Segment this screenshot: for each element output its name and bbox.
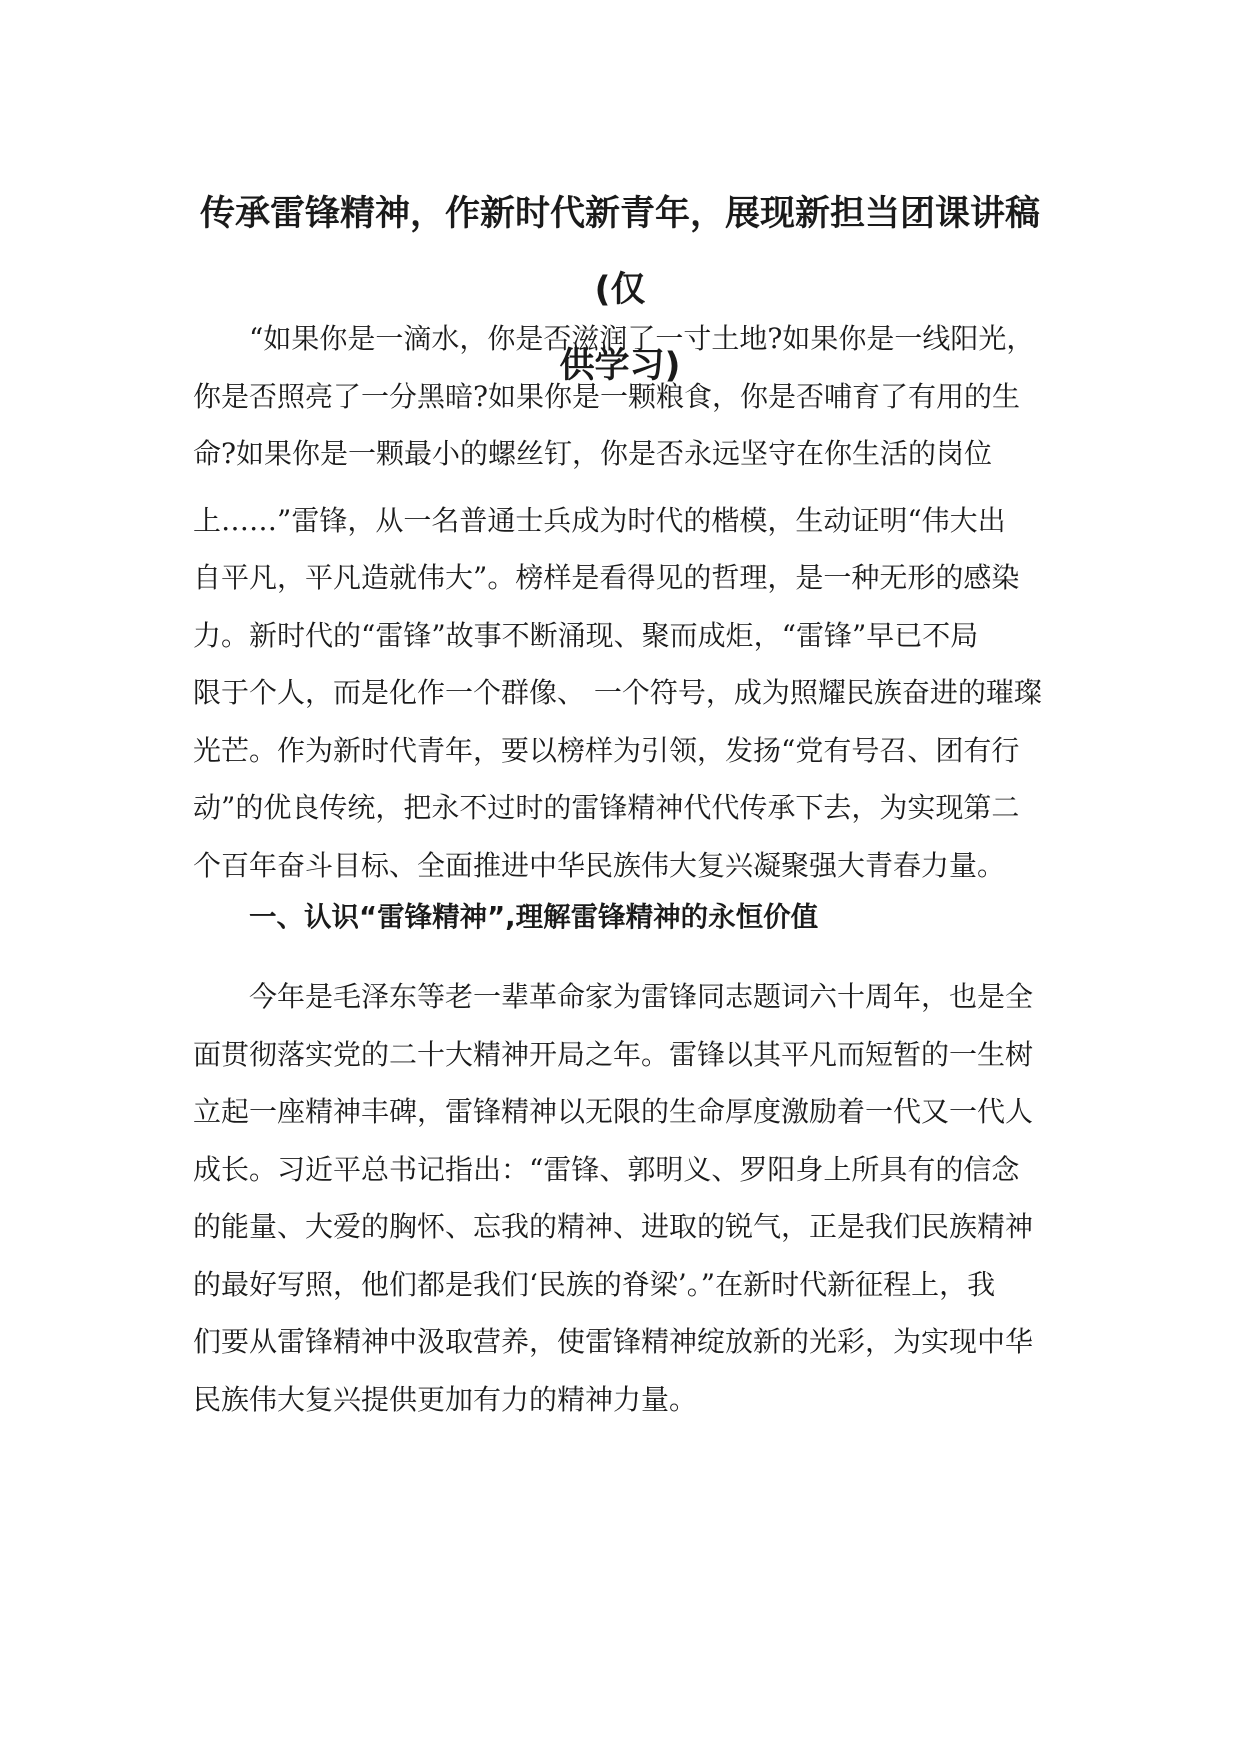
paragraph-line: 的能量、大爱的胸怀、忘我的精神、进取的锐气，正是我们民族精神: [193, 1210, 1034, 1243]
title-line: 供学习): [559, 346, 681, 386]
paragraph-line: 个百年奋斗目标、全面推进中华民族伟大复兴凝聚强大青春力量。: [193, 848, 1006, 882]
paragraph-line: 上……”雷锋，从一名普通士兵成为时代的楷模，生动证明“伟大出: [193, 503, 1006, 537]
paragraph-line: 限于个人，而是化作一个群像、 一个符号，成为照耀民族奋进的璀璨: [193, 676, 1042, 709]
paragraph-line: 力。新时代的“雷锋”故事不断涌现、聚而成炬，“雷锋”早已不局: [193, 618, 979, 652]
paragraph-line: 民族伟大复兴提供更加有力的精神力量。: [193, 1382, 698, 1416]
paragraph-line: 们要从雷锋精神中汲取营养，使雷锋精神绽放新的光彩，为实现中华: [193, 1325, 1034, 1358]
paragraph-line: 自平凡，平凡造就伟大”。榜样是看得见的哲理，是一种无形的感染: [193, 561, 1020, 594]
intro-paragraph: [193, 310, 1051, 894]
paragraph-line: 你是否照亮了一分黑暗?如果你是一颗粮食，你是否哺育了有用的生: [193, 379, 1021, 413]
paragraph-line: 今年是毛泽东等老一辈革命家为雷锋同志题词六十周年，也是全: [249, 980, 1034, 1013]
section-heading: 一、认识“雷锋精神”,理解雷锋精神的永恒价值: [249, 901, 819, 933]
paragraph-line: 动”的优良传统，把永不过时的雷锋精神代代传承下去，为实现第二: [193, 791, 1020, 824]
paragraph-line: 光芒。作为新时代青年，要以榜样为引领，发扬“党有号召、团有行: [193, 733, 1020, 767]
paragraph-line: 成长。习近平总书记指出：“雷锋、郭明义、罗阳身上所具有的信念: [193, 1152, 1020, 1186]
paragraph-line: “如果你是一滴水，你是否滋润了一寸土地?如果你是一线阳光，: [249, 322, 1035, 355]
title-line: 传承雷锋精神，作新时代新青年，展现新担当团课讲稿(仅: [199, 194, 1040, 310]
section-paragraph: [193, 968, 1051, 1428]
paragraph-line: 的最好写照，他们都是我们‘民族的脊梁’。”在新时代新征程上，我: [193, 1267, 996, 1301]
paragraph-line: 命?如果你是一颗最小的螺丝钉，你是否永远坚守在你生活的岗位: [193, 437, 993, 470]
paragraph-line: 立起一座精神丰碑，雷锋精神以无限的生命厚度激励着一代又一代人: [193, 1095, 1034, 1128]
paragraph-line: 面贯彻落实党的二十大精神开局之年。雷锋以其平凡而短暂的一生树: [193, 1037, 1034, 1071]
